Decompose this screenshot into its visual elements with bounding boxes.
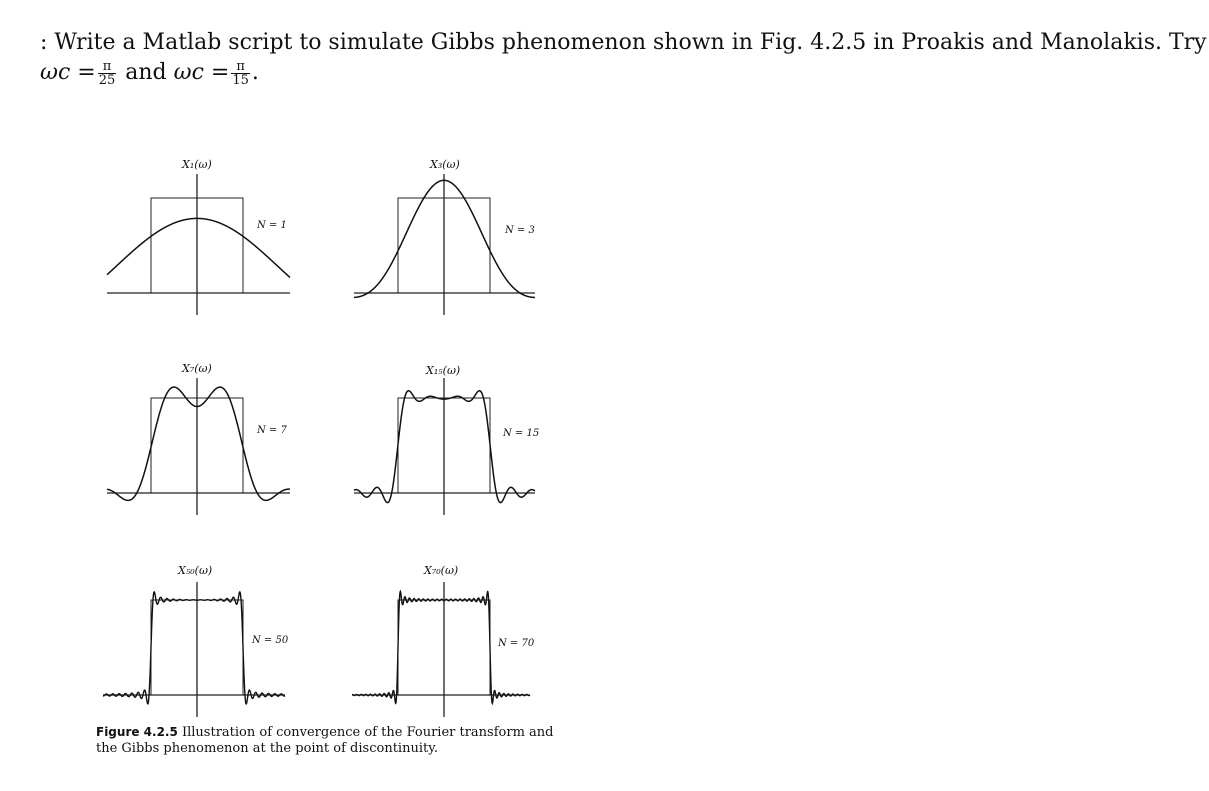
panel-n-label: N = 70 [498, 638, 535, 649]
panel [107, 362, 290, 515]
panel-title: X₁₅(ω) [426, 364, 461, 377]
figure-caption-label: Figure 4.2.5 [96, 725, 178, 739]
fraction-denominator: 25 [98, 72, 116, 88]
panel [354, 364, 539, 515]
panel-n-label: N = 15 [503, 428, 540, 439]
fraction-numerator: π [98, 60, 117, 74]
panel-n-label: N = 7 [257, 425, 287, 436]
omega-c-symbol-2: ωc [173, 60, 204, 85]
panel-n-label: N = 1 [257, 220, 287, 231]
panel-title: X₃(ω) [430, 158, 460, 171]
panel [352, 564, 535, 717]
panel-n-label: N = 50 [252, 635, 289, 646]
panel-title: X₇₀(ω) [424, 564, 459, 577]
panel-title: X₁(ω) [182, 158, 212, 171]
and-word: and [125, 60, 167, 85]
end-punctuation: . [251, 60, 259, 85]
fraction-numerator: π [231, 60, 250, 74]
partial-sum-curve [103, 592, 285, 704]
equals-sign-1: = [77, 60, 96, 85]
omega-c-symbol-1: ωc [40, 60, 71, 85]
question-prefix: : [40, 30, 48, 55]
equals-sign-2: = [210, 60, 230, 85]
panel [103, 564, 289, 717]
partial-sum-curve [107, 387, 290, 500]
figure-panels [103, 158, 539, 717]
fraction-denominator: 15 [232, 72, 249, 88]
panel [107, 158, 290, 315]
panel-title: X₅₀(ω) [178, 564, 213, 577]
question-body: Write a Matlab script to simulate Gibbs phenomenon shown in Fig. 4.2.5 in Proakis and Manolakis. Try [54, 30, 1207, 55]
panel [354, 158, 535, 315]
figure-caption [96, 724, 566, 757]
figure-caption-text: Illustration of convergence of the Fourier transform and the Gibbs phenomenon at the point of discontinuity. [96, 725, 554, 756]
panel-title: X₇(ω) [182, 362, 212, 375]
panel-n-label: N = 3 [505, 225, 535, 236]
